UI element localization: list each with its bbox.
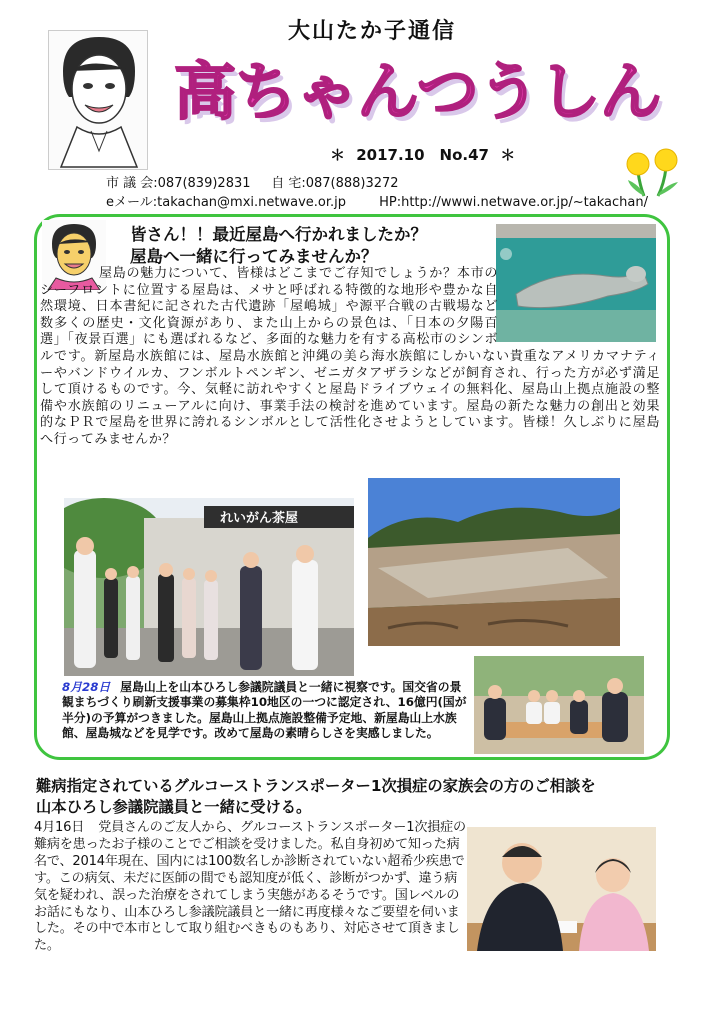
article1-heading-1: 皆さん！！最近屋島へ行かれましたか？ [130,225,427,244]
article2-heading-1: 難病指定されているグルコーストランスポーター1次損症の家族会の方のご相談を [36,777,596,795]
email-label: eメール: [106,195,158,210]
article2-date: 4月16日 [34,820,85,835]
meeting-photo [474,656,644,754]
article2-heading-2: 山本ひろし参議院議員と一緒に受ける。 [36,798,312,816]
article1-heading-2: 屋島へ一緒に行ってみませんか？ [130,247,378,266]
caption-date: 8月28日 [62,680,111,694]
web-contacts [106,191,648,210]
hp-label: HP: [379,195,402,210]
home-label: 自 宅: [271,176,306,191]
caption-text: 屋島山上を山本ひろし参議院議員と一緒に視察です。国交省の景観まちづくり刷新支援事業の募集枠10地区の一つに認定され、16億円(国が半分)の予算がつきました。屋島山上拠点施設整備予定地、新屋島山上水族館、屋島城などを見学です。改めて屋島の素晴らしさを実感しました。 [62,680,467,741]
article2-body [34,820,466,955]
yashima-castle-ruins-photo [368,478,620,646]
shop-sign: れいがん茶屋 [220,511,299,526]
email-link[interactable]: takachan@mxi.netwave.or.jp [157,195,347,210]
photo-caption [62,680,470,742]
council-tel: 087(839)2831 [157,176,251,191]
consultation-photo [467,827,656,951]
newsletter-subtitle: 大山たか子通信 [288,19,457,44]
hp-link[interactable]: http://wwwi.netwave.or.jp/~takachan/ [401,195,648,210]
article2-body-text: 党員さんのご友人から、グルコーストランスポーター1次損症の難病を患ったお子様のことでご相談を受けました。私自身初めて知った病名で、2014年現在、国内には100数名しか診断されていない超希少疾患です。この病気、未だに医師の間でも認知度が低く、診断がつかず、違う病気を疑われ、誤った治療をされてしまう実態があるそうです。国レベルのお話にもなり、山本ひろし参議院議員と一緒に再度様々なご要望を伺いました。その中で本市として取り組むべきものもあり、対応させて頂きました。 [34,820,466,954]
yashima-inspection-photo [64,498,354,676]
phone-contacts [106,172,399,191]
home-tel: 087(888)3272 [305,176,399,191]
article1-body-text: 屋島の魅力について、皆様はどこまでご存知でしょうか？本市のシーフロントに位置する屋島は、メサと呼ばれる特徴的な地形や豊かな自然環境、日本書紀に記された古代遺跡「屋嶋城」や源平合戦の古戦場など数多くの歴史・文化資源があり、また山上からの景色は、「日本の夕陽百選」「夜景百選」にも選ばれるなど、多面的な魅力を有する高松市のシンボルです。新屋島水族館には、屋島水族館と沖縄の美ら海水族館にしかいない貴重なアメリカマナティーやバンドウイルカ、フンボルトペンギン、ゼニガタアザラシなどが飼育され、行った方が必ず満足して頂けるものです。今、気軽に訪れやすくと屋島ドライブウェイの無料化、屋島山上拠点施設の整備や水族館のリニューアルに向け、事業手法の検討を進めています。屋島の新たな魅力の創出と効果的なＰＲで屋島を世界に誇れるシンボルとして活性化させようとしています。皆様！久しぶりに屋島へ行ってみませんか？ [40,266,660,447]
newsletter-title: 高ちゃんつうしん [174,55,661,128]
issue-number: ＊ 2017.10 No.47 ＊ [330,146,516,164]
article1-body [40,266,660,449]
author-caricature [48,30,148,170]
council-label: 市 議 会: [106,176,158,191]
